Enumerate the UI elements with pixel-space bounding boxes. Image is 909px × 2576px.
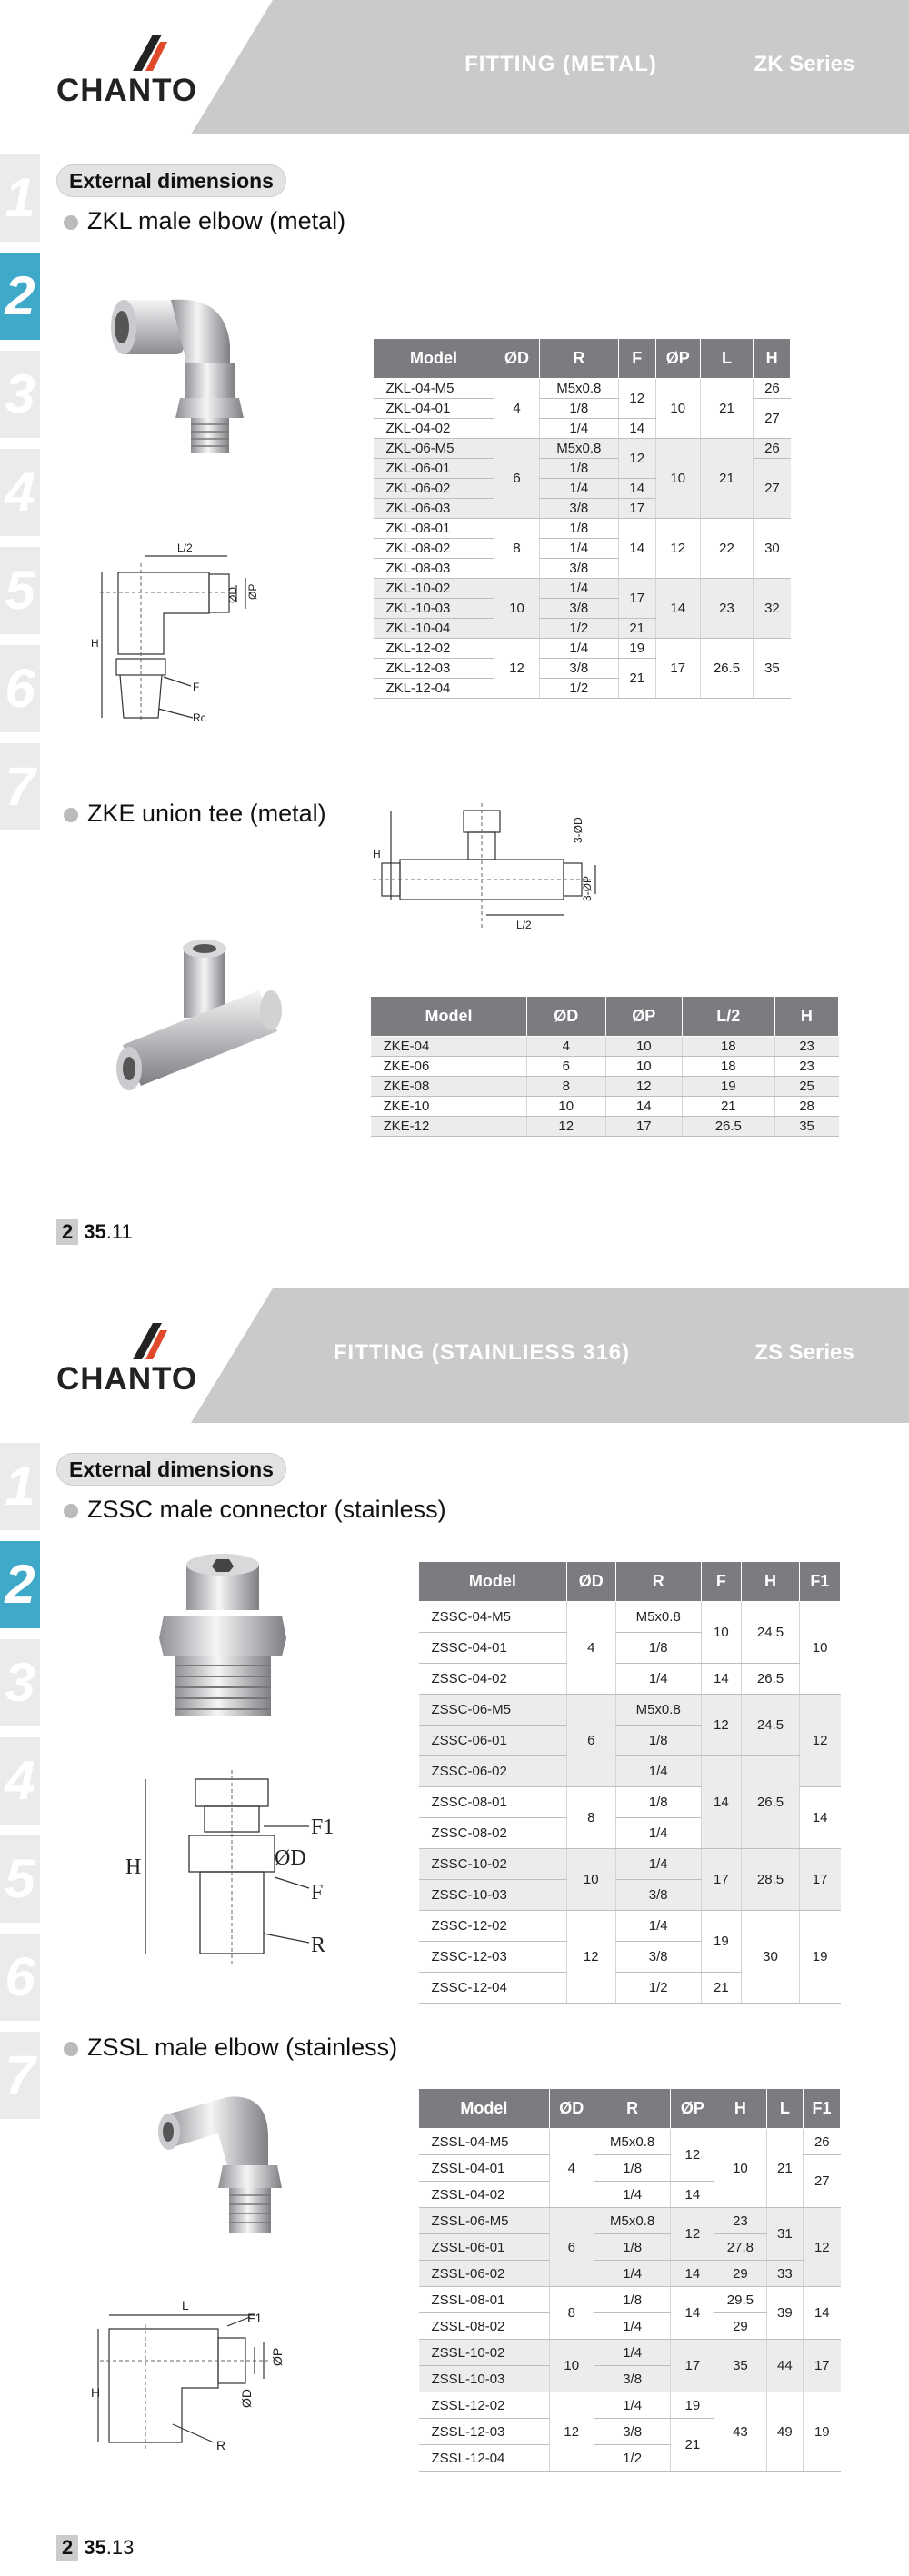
zke-union-tee-photo bbox=[100, 936, 291, 1109]
table-cell: 14 bbox=[618, 479, 655, 499]
table-cell: 10 bbox=[714, 2129, 766, 2208]
col-model: Model bbox=[374, 339, 494, 379]
product-title-zssl: ZSSL male elbow (stainless) bbox=[64, 2034, 397, 2062]
table-cell: 6 bbox=[526, 1057, 605, 1077]
table-cell: ZSSL-06-02 bbox=[419, 2261, 550, 2287]
col-r: R bbox=[540, 339, 619, 379]
table-cell: ZKE-06 bbox=[371, 1057, 527, 1077]
drawing-label-f1: F1 bbox=[311, 1815, 335, 1839]
chapter-tab-3[interactable]: 3 bbox=[0, 351, 40, 438]
table-cell: 14 bbox=[655, 579, 700, 639]
table-cell: 12 bbox=[494, 639, 539, 699]
zssc-spec-table bbox=[418, 1561, 841, 2004]
table-cell: ZSSC-04-02 bbox=[419, 1664, 567, 1695]
table-cell: ZSSL-08-01 bbox=[419, 2287, 550, 2313]
table-cell: 17 bbox=[671, 2340, 714, 2392]
table-cell: ZSSC-12-03 bbox=[419, 1942, 567, 1973]
table-cell: 14 bbox=[799, 1787, 840, 1849]
drawing-label-l2: L/2 bbox=[177, 542, 193, 554]
table-cell: 1/8 bbox=[540, 399, 619, 419]
table-cell: ZKE-04 bbox=[371, 1037, 527, 1057]
table-cell: 19 bbox=[671, 2392, 714, 2419]
table-cell: 23 bbox=[700, 579, 754, 639]
table-cell: 1/4 bbox=[594, 2261, 671, 2287]
product-title-zssc: ZSSC male connector (stainless) bbox=[64, 1496, 446, 1524]
table-cell: 1/8 bbox=[594, 2234, 671, 2261]
table-cell: 14 bbox=[701, 1664, 742, 1695]
table-cell: 8 bbox=[566, 1787, 615, 1849]
table-cell: 1/4 bbox=[594, 2340, 671, 2366]
col-model: Model bbox=[419, 1562, 567, 1602]
chapter-tab-6[interactable]: 6 bbox=[0, 1934, 40, 2021]
chapter-tab-5[interactable]: 5 bbox=[0, 547, 40, 634]
table-cell: ZKE-12 bbox=[371, 1117, 527, 1137]
table-cell: 19 bbox=[682, 1077, 774, 1097]
table-cell: ZSSC-12-04 bbox=[419, 1973, 567, 2004]
page-number: 2 35.11 bbox=[56, 1219, 133, 1245]
drawing-label-f: F bbox=[311, 1881, 324, 1905]
table-row bbox=[371, 1077, 839, 1097]
zssl-elbow-photo bbox=[155, 2088, 309, 2243]
col-h: H bbox=[714, 2089, 766, 2129]
table-cell: M5x0.8 bbox=[615, 1695, 701, 1726]
col-op: ØP bbox=[671, 2089, 714, 2129]
table-cell: 35 bbox=[754, 639, 791, 699]
page-number: 2 35.13 bbox=[56, 2535, 134, 2561]
drawing-label-h: H bbox=[373, 848, 381, 860]
brand-logo: CHANTO bbox=[56, 73, 198, 108]
table-cell: M5x0.8 bbox=[540, 439, 619, 459]
table-cell: 21 bbox=[700, 439, 754, 519]
table-cell: ZSSL-04-01 bbox=[419, 2155, 550, 2182]
table-cell: 1/4 bbox=[594, 2392, 671, 2419]
drawing-label-od: ØD bbox=[239, 2389, 254, 2408]
table-cell: 3/8 bbox=[594, 2366, 671, 2392]
col-f1: F1 bbox=[799, 1562, 840, 1602]
table-cell: 12 bbox=[526, 1117, 605, 1137]
table-cell: 3/8 bbox=[540, 559, 619, 579]
chanto-logo-icon bbox=[129, 35, 169, 71]
table-cell: 1/2 bbox=[594, 2445, 671, 2472]
chapter-tab-5[interactable]: 5 bbox=[0, 1835, 40, 1923]
table-cell: ZSSL-08-02 bbox=[419, 2313, 550, 2340]
table-cell: 4 bbox=[526, 1037, 605, 1057]
table-cell: ZSSC-08-02 bbox=[419, 1818, 567, 1849]
table-cell: 31 bbox=[766, 2208, 803, 2261]
table-cell: 6 bbox=[494, 439, 539, 519]
table-cell: 28.5 bbox=[742, 1849, 800, 1911]
drawing-label-od: ØD bbox=[226, 587, 239, 603]
table-cell: 14 bbox=[701, 1756, 742, 1849]
table-cell: 17 bbox=[655, 639, 700, 699]
table-cell: 29.5 bbox=[714, 2287, 766, 2313]
table-cell: ZSSL-06-01 bbox=[419, 2234, 550, 2261]
table-cell: ZSSL-12-03 bbox=[419, 2419, 550, 2445]
drawing-label-r: R bbox=[311, 1934, 326, 1957]
table-cell: 8 bbox=[494, 519, 539, 579]
chapter-tab-1[interactable]: 1 bbox=[0, 154, 40, 242]
table-cell: 10 bbox=[701, 1602, 742, 1664]
table-cell: 27 bbox=[804, 2155, 841, 2208]
chapter-tab-3[interactable]: 3 bbox=[0, 1639, 40, 1726]
table-cell: 12 bbox=[671, 2208, 714, 2261]
table-cell: M5x0.8 bbox=[615, 1602, 701, 1633]
table-cell: ZKL-06-M5 bbox=[374, 439, 494, 459]
col-r: R bbox=[594, 2089, 671, 2129]
table-cell: 1/4 bbox=[540, 639, 619, 659]
table-cell: 14 bbox=[671, 2261, 714, 2287]
table-cell: 1/4 bbox=[615, 1818, 701, 1849]
drawing-label-l2: L/2 bbox=[516, 919, 532, 931]
zssl-spec-table bbox=[418, 2088, 841, 2472]
table-cell: 1/2 bbox=[615, 1973, 701, 2004]
header-banner bbox=[273, 0, 909, 134]
col-op: ØP bbox=[605, 997, 682, 1037]
table-cell: 1/4 bbox=[594, 2313, 671, 2340]
table-cell: 29 bbox=[714, 2261, 766, 2287]
table-cell: ZSSL-12-02 bbox=[419, 2392, 550, 2419]
product-title-zkl: ZKL male elbow (metal) bbox=[64, 207, 345, 235]
table-cell: 17 bbox=[618, 499, 655, 519]
table-row bbox=[371, 1057, 839, 1077]
table-cell: 3/8 bbox=[540, 659, 619, 679]
table-cell: ZKL-06-01 bbox=[374, 459, 494, 479]
table-cell: ZSSL-10-03 bbox=[419, 2366, 550, 2392]
product-title-zke: ZKE union tee (metal) bbox=[64, 800, 326, 828]
table-row bbox=[371, 1117, 839, 1137]
table-cell: ZKL-10-03 bbox=[374, 599, 494, 619]
table-cell: ZSSC-04-01 bbox=[419, 1633, 567, 1664]
table-cell: 8 bbox=[526, 1077, 605, 1097]
table-cell: 12 bbox=[549, 2392, 594, 2472]
table-cell: 1/8 bbox=[594, 2287, 671, 2313]
chapter-tab-7[interactable]: 7 bbox=[0, 743, 40, 830]
table-cell: ZKL-06-02 bbox=[374, 479, 494, 499]
banner-title: FITTING (STAINLIESS 316) bbox=[333, 1340, 631, 1365]
chapter-tab-2[interactable]: 2 bbox=[0, 253, 40, 340]
chapter-tab-4[interactable]: 4 bbox=[0, 1737, 40, 1825]
zke-dimension-drawing bbox=[364, 801, 609, 965]
table-cell: ZKL-12-04 bbox=[374, 679, 494, 699]
table-cell: 29 bbox=[714, 2313, 766, 2340]
table-cell: 21 bbox=[671, 2419, 714, 2472]
table-cell: 12 bbox=[701, 1695, 742, 1756]
table-cell: 26.5 bbox=[742, 1664, 800, 1695]
table-cell: ZSSC-12-02 bbox=[419, 1911, 567, 1942]
table-cell: 10 bbox=[605, 1037, 682, 1057]
table-cell: 23 bbox=[774, 1037, 838, 1057]
table-cell: 26 bbox=[754, 379, 791, 399]
table-cell: 49 bbox=[766, 2392, 803, 2472]
zssc-connector-photo bbox=[145, 1552, 300, 1725]
col-od: ØD bbox=[549, 2089, 594, 2129]
zkl-spec-table bbox=[373, 338, 791, 699]
table-cell: 3/8 bbox=[615, 1880, 701, 1911]
table-cell: 21 bbox=[766, 2129, 803, 2208]
table-cell: 6 bbox=[566, 1695, 615, 1787]
table-cell: 30 bbox=[742, 1911, 800, 2004]
table-cell: 10 bbox=[566, 1849, 615, 1911]
section-heading: External dimensions bbox=[56, 164, 286, 197]
table-cell: ZKL-12-02 bbox=[374, 639, 494, 659]
table-cell: 17 bbox=[799, 1849, 840, 1911]
chapter-tab-2[interactable]: 2 bbox=[0, 1541, 40, 1628]
table-cell: ZSSC-06-01 bbox=[419, 1726, 567, 1756]
table-cell: 35 bbox=[714, 2340, 766, 2392]
table-cell: ZKE-08 bbox=[371, 1077, 527, 1097]
table-cell: ZSSC-06-M5 bbox=[419, 1695, 567, 1726]
table-cell: 35 bbox=[774, 1117, 838, 1137]
table-cell: 19 bbox=[618, 639, 655, 659]
table-cell: 26.5 bbox=[742, 1756, 800, 1849]
table-cell: 43 bbox=[714, 2392, 766, 2472]
table-cell: 12 bbox=[655, 519, 700, 579]
table-cell: 30 bbox=[754, 519, 791, 579]
table-cell: 1/4 bbox=[540, 539, 619, 559]
table-cell: 1/2 bbox=[540, 679, 619, 699]
chapter-tab-7[interactable]: 7 bbox=[0, 2032, 40, 2119]
table-cell: ZKL-06-03 bbox=[374, 499, 494, 519]
table-cell: ZSSC-08-01 bbox=[419, 1787, 567, 1818]
table-cell: 10 bbox=[655, 439, 700, 519]
table-cell: 14 bbox=[804, 2287, 841, 2340]
col-f1: F1 bbox=[804, 2089, 841, 2129]
col-f: F bbox=[618, 339, 655, 379]
table-cell: 26.5 bbox=[682, 1117, 774, 1137]
col-op: ØP bbox=[655, 339, 700, 379]
drawing-label-h: H bbox=[125, 1855, 142, 1879]
drawing-label-od: ØD bbox=[275, 1846, 306, 1870]
table-cell: 26.5 bbox=[700, 639, 754, 699]
table-cell: 1/4 bbox=[540, 479, 619, 499]
chapter-tab-4[interactable]: 4 bbox=[0, 449, 40, 536]
table-cell: 23 bbox=[774, 1057, 838, 1077]
table-cell: 12 bbox=[804, 2208, 841, 2287]
drawing-label-op: ØP bbox=[270, 2347, 285, 2366]
table-cell: 3/8 bbox=[540, 499, 619, 519]
table-cell: 14 bbox=[618, 419, 655, 439]
table-cell: 14 bbox=[671, 2182, 714, 2208]
table-cell: 24.5 bbox=[742, 1602, 800, 1664]
header-banner bbox=[273, 1288, 909, 1423]
table-cell: 4 bbox=[566, 1602, 615, 1695]
chanto-logo-icon bbox=[129, 1323, 169, 1359]
table-cell: 4 bbox=[494, 379, 539, 439]
table-cell: 19 bbox=[804, 2392, 841, 2472]
banner-series: ZS Series bbox=[754, 1340, 854, 1365]
catalog-page-zs bbox=[0, 1288, 909, 2570]
table-cell: ZKL-12-03 bbox=[374, 659, 494, 679]
table-cell: 12 bbox=[618, 439, 655, 479]
zkl-dimension-drawing bbox=[91, 536, 291, 736]
col-od: ØD bbox=[526, 997, 605, 1037]
table-cell: ZKL-10-02 bbox=[374, 579, 494, 599]
table-cell: ZSSL-06-M5 bbox=[419, 2208, 550, 2234]
table-cell: 1/8 bbox=[540, 519, 619, 539]
table-cell: 21 bbox=[618, 619, 655, 639]
drawing-label-h: H bbox=[91, 637, 99, 650]
table-cell: 21 bbox=[682, 1097, 774, 1117]
col-l: L bbox=[700, 339, 754, 379]
table-cell: 14 bbox=[605, 1097, 682, 1117]
table-cell: ZKL-10-04 bbox=[374, 619, 494, 639]
table-cell: 14 bbox=[618, 519, 655, 579]
zke-spec-table bbox=[370, 996, 839, 1137]
col-od: ØD bbox=[494, 339, 539, 379]
drawing-label-h: H bbox=[91, 2385, 101, 2400]
table-cell: 39 bbox=[766, 2287, 803, 2340]
table-cell: 32 bbox=[754, 579, 791, 639]
col-h: H bbox=[742, 1562, 800, 1602]
drawing-label-l: L bbox=[182, 2298, 189, 2312]
table-cell: ZSSC-10-02 bbox=[419, 1849, 567, 1880]
table-cell: 12 bbox=[605, 1077, 682, 1097]
col-h: H bbox=[754, 339, 791, 379]
table-cell: 17 bbox=[605, 1117, 682, 1137]
table-cell: ZSSL-10-02 bbox=[419, 2340, 550, 2366]
table-cell: 1/4 bbox=[615, 1911, 701, 1942]
drawing-label-rc: Rc bbox=[193, 711, 206, 724]
table-cell: 10 bbox=[494, 579, 539, 639]
table-cell: 24.5 bbox=[742, 1695, 800, 1756]
zssc-dimension-drawing bbox=[118, 1770, 364, 1988]
table-cell: 4 bbox=[549, 2129, 594, 2208]
table-cell: ZSSL-12-04 bbox=[419, 2445, 550, 2472]
table-cell: 1/4 bbox=[594, 2182, 671, 2208]
zssl-dimension-drawing bbox=[91, 2288, 327, 2470]
table-cell: 10 bbox=[526, 1097, 605, 1117]
table-cell: 17 bbox=[804, 2340, 841, 2392]
table-cell: 21 bbox=[700, 379, 754, 439]
cell: ZKL-04-M5 bbox=[374, 379, 494, 399]
table-cell: 1/8 bbox=[594, 2155, 671, 2182]
table-cell: 33 bbox=[766, 2261, 803, 2287]
table-cell: 1/4 bbox=[540, 419, 619, 439]
table-cell: 1/4 bbox=[540, 579, 619, 599]
table-cell: 1/4 bbox=[615, 1664, 701, 1695]
table-cell: 26 bbox=[754, 439, 791, 459]
table-cell: 3/8 bbox=[540, 599, 619, 619]
table-row bbox=[371, 1097, 839, 1117]
table-cell: 1/4 bbox=[615, 1756, 701, 1787]
table-cell: M5x0.8 bbox=[540, 379, 619, 399]
table-cell: ZSSC-10-03 bbox=[419, 1880, 567, 1911]
table-cell: 18 bbox=[682, 1037, 774, 1057]
table-cell: ZSSC-04-M5 bbox=[419, 1602, 567, 1633]
col-r: R bbox=[615, 1562, 701, 1602]
table-cell: 22 bbox=[700, 519, 754, 579]
table-cell: 28 bbox=[774, 1097, 838, 1117]
table-row bbox=[371, 1037, 839, 1057]
col-model: Model bbox=[371, 997, 527, 1037]
col-h: H bbox=[774, 997, 838, 1037]
table-cell: ZKL-04-02 bbox=[374, 419, 494, 439]
table-cell: 10 bbox=[655, 379, 700, 439]
col-l2: L/2 bbox=[682, 997, 774, 1037]
table-cell: 27.8 bbox=[714, 2234, 766, 2261]
chapter-tab-6[interactable]: 6 bbox=[0, 645, 40, 732]
col-od: ØD bbox=[566, 1562, 615, 1602]
drawing-label-3op: 3-ØP bbox=[581, 875, 594, 901]
table-cell: 12 bbox=[671, 2129, 714, 2182]
table-cell: ZKE-10 bbox=[371, 1097, 527, 1117]
table-cell: 12 bbox=[566, 1911, 615, 2004]
table-cell: 3/8 bbox=[594, 2419, 671, 2445]
table-cell: 1/8 bbox=[615, 1633, 701, 1664]
table-cell: M5x0.8 bbox=[594, 2129, 671, 2155]
table-cell: 19 bbox=[799, 1911, 840, 2004]
table-cell: 12 bbox=[618, 379, 655, 419]
banner-title: FITTING (METAL) bbox=[464, 52, 657, 76]
table-cell: 10 bbox=[799, 1602, 840, 1695]
table-cell: 26 bbox=[804, 2129, 841, 2155]
drawing-label-3od: 3-ØD bbox=[572, 817, 584, 843]
table-cell: 21 bbox=[618, 659, 655, 699]
brand-logo: CHANTO bbox=[56, 1361, 198, 1397]
section-heading: External dimensions bbox=[56, 1453, 286, 1486]
table-cell: M5x0.8 bbox=[594, 2208, 671, 2234]
table-cell: 14 bbox=[671, 2287, 714, 2340]
col-l: L bbox=[766, 2089, 803, 2129]
catalog-page-zk bbox=[0, 0, 909, 1281]
table-cell: 12 bbox=[799, 1695, 840, 1787]
table-cell: 17 bbox=[618, 579, 655, 619]
col-model: Model bbox=[419, 2089, 550, 2129]
table-cell: ZKL-08-03 bbox=[374, 559, 494, 579]
table-cell: 17 bbox=[701, 1849, 742, 1911]
table-cell: ZSSL-04-M5 bbox=[419, 2129, 550, 2155]
table-cell: 21 bbox=[701, 1973, 742, 2004]
drawing-label-f1: F1 bbox=[247, 2311, 263, 2325]
table-cell: 19 bbox=[701, 1911, 742, 1973]
table-cell: ZKL-04-01 bbox=[374, 399, 494, 419]
table-cell: ZSSC-06-02 bbox=[419, 1756, 567, 1787]
table-cell: 18 bbox=[682, 1057, 774, 1077]
table-cell: 3/8 bbox=[615, 1942, 701, 1973]
table-cell: 1/8 bbox=[615, 1787, 701, 1818]
table-cell: 10 bbox=[605, 1057, 682, 1077]
table-cell: ZSSL-04-02 bbox=[419, 2182, 550, 2208]
table-cell: 25 bbox=[774, 1077, 838, 1097]
table-cell: 23 bbox=[714, 2208, 766, 2234]
table-cell: 8 bbox=[549, 2287, 594, 2340]
col-f: F bbox=[701, 1562, 742, 1602]
table-cell: ZKL-08-01 bbox=[374, 519, 494, 539]
table-cell: ZKL-08-02 bbox=[374, 539, 494, 559]
table-cell: 1/4 bbox=[615, 1849, 701, 1880]
table-cell: 6 bbox=[549, 2208, 594, 2287]
table-cell: 1/2 bbox=[540, 619, 619, 639]
banner-series: ZK Series bbox=[754, 52, 855, 76]
drawing-label-op: ØP bbox=[246, 583, 259, 600]
table-cell: 10 bbox=[549, 2340, 594, 2392]
drawing-label-r: R bbox=[216, 2438, 226, 2452]
table-cell: 1/8 bbox=[615, 1726, 701, 1756]
chapter-tab-1[interactable]: 1 bbox=[0, 1443, 40, 1530]
drawing-label-f: F bbox=[193, 681, 200, 693]
table-cell: 27 bbox=[754, 399, 791, 439]
table-cell: 1/8 bbox=[540, 459, 619, 479]
table-cell: 44 bbox=[766, 2340, 803, 2392]
zkl-elbow-photo bbox=[107, 273, 289, 463]
table-cell: 27 bbox=[754, 459, 791, 519]
